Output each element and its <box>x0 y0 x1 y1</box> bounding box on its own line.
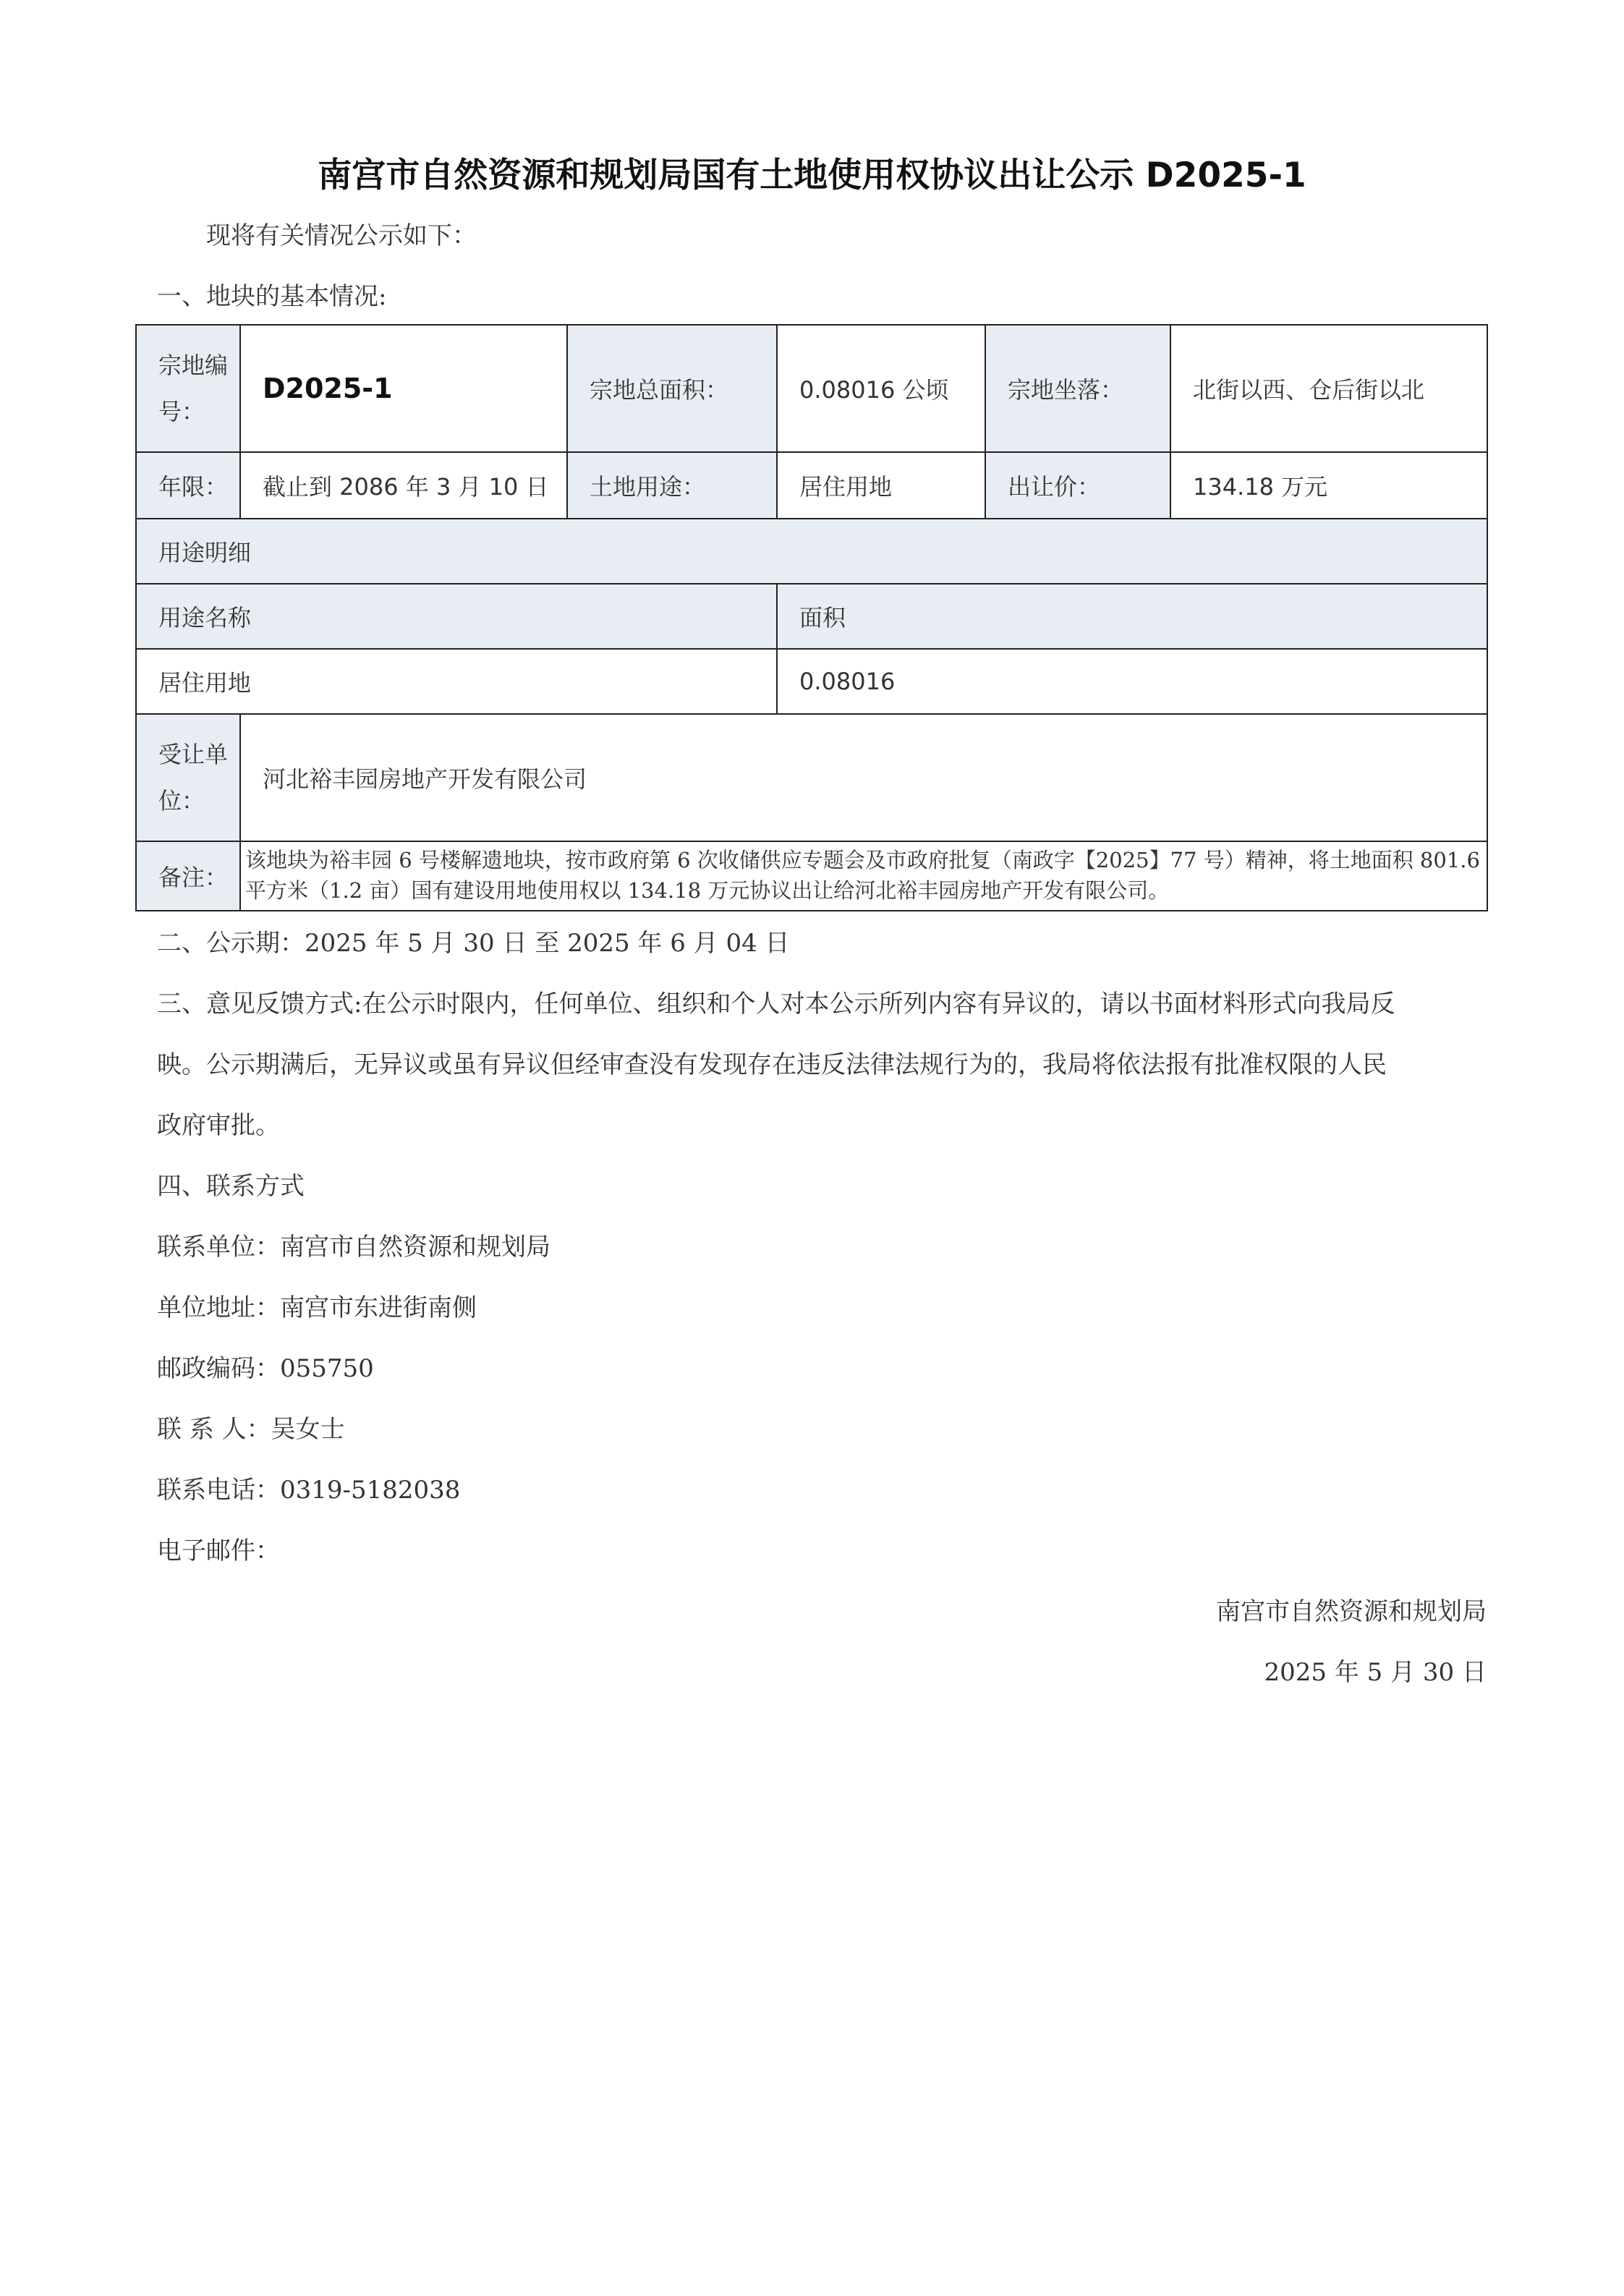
area-header: 面积 <box>777 584 1487 649</box>
parcel-info-table <box>135 324 1488 911</box>
price-value: 134.18 万元 <box>1170 452 1487 519</box>
section-2-publicity-period: 二、公示期：2025 年 5 月 30 日 至 2025 年 6 月 04 日 <box>157 929 790 958</box>
term-value: 截止到 2086 年 3 月 10 日 <box>240 452 567 519</box>
contact-email: 电子邮件： <box>157 1536 280 1565</box>
area-cell: 0.08016 <box>777 649 1487 714</box>
section-3-line-3: 政府审批。 <box>157 1111 280 1140</box>
land-use-label: 土地用途： <box>567 452 777 519</box>
use-detail-heading: 用途明细 <box>136 519 1487 584</box>
remark-value: 该地块为裕丰园 6 号楼解遗地块，按市政府第 6 次收储供应专题会及市政府批复（南政字【2025】77 号）精神，将土地面积 801.6 平方米（1.2 亩）国有建设用地使用权以 134.18 万元协议出让给河北裕丰园房地产开发有限公司。 <box>240 841 1487 911</box>
section-4-heading: 四、联系方式 <box>157 1172 305 1201</box>
section-1-heading: 一、地块的基本情况: <box>157 282 387 311</box>
use-name-header: 用途名称 <box>136 584 777 649</box>
term-label: 年限： <box>136 452 240 519</box>
unit-address: 单位地址：南宫市东进街南侧 <box>157 1293 477 1322</box>
document-title: 南宫市自然资源和规划局国有土地使用权协议出让公示 D2025-1 <box>318 156 1306 195</box>
signature-date: 2025 年 5 月 30 日 <box>1264 1658 1487 1687</box>
section-3-line-1: 三、意见反馈方式:在公示时限内，任何单位、组织和个人对本公示所列内容有异议的，请以书面材料形式向我局反 <box>157 990 1395 1019</box>
section-3-line-2: 映。公示期满后，无异议或虽有异议但经审查没有发现存在违反法律法规行为的，我局将依法报有批准权限的人民 <box>157 1050 1387 1079</box>
parcel-no-value: D2025-1 <box>240 325 567 452</box>
use-name-cell: 居住用地 <box>136 649 777 714</box>
remark-label: 备注： <box>136 841 240 911</box>
location-value: 北街以西、仓后街以北 <box>1170 325 1487 452</box>
total-area-value: 0.08016 公顷 <box>777 325 985 452</box>
contact-unit: 联系单位：南宫市自然资源和规划局 <box>157 1233 550 1262</box>
land-use-value: 居住用地 <box>777 452 985 519</box>
transferee-label: 受让单位： <box>136 714 240 841</box>
transferee-value: 河北裕丰园房地产开发有限公司 <box>240 714 1487 841</box>
intro-text: 现将有关情况公示如下： <box>206 221 477 250</box>
location-label: 宗地坐落： <box>985 325 1170 452</box>
contact-phone: 联系电话：0319-5182038 <box>157 1476 461 1505</box>
signature-organization: 南宫市自然资源和规划局 <box>1216 1597 1487 1626</box>
total-area-label: 宗地总面积： <box>567 325 777 452</box>
postcode: 邮政编码：055750 <box>157 1354 374 1383</box>
price-label: 出让价： <box>985 452 1170 519</box>
contact-person: 联 系 人：吴女士 <box>157 1415 345 1444</box>
parcel-no-label: 宗地编号： <box>136 325 240 452</box>
